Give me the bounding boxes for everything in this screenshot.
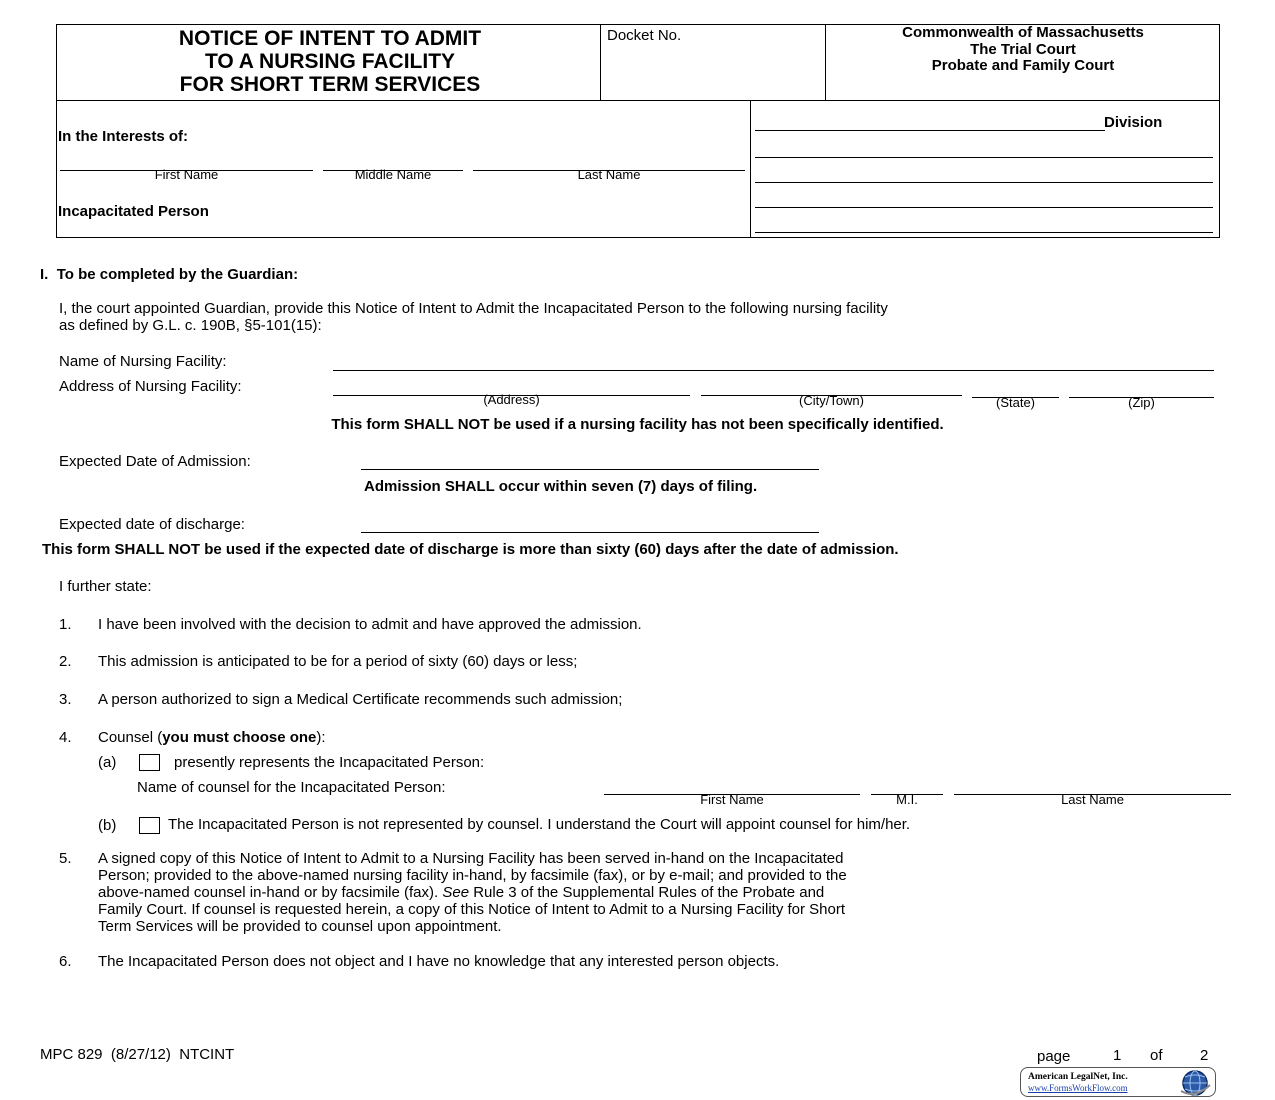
docket-field[interactable] bbox=[602, 50, 822, 98]
section-heading bbox=[40, 266, 298, 283]
zip-caption: (Zip) bbox=[1128, 395, 1155, 410]
court-address-line4[interactable] bbox=[755, 232, 1213, 233]
counsel-mi-caption: M.I. bbox=[896, 792, 918, 807]
globe-icon bbox=[1177, 1069, 1213, 1097]
further-state: I further state: bbox=[59, 578, 152, 595]
address-caption: (Address) bbox=[483, 392, 540, 407]
page-total: 2 bbox=[1200, 1047, 1209, 1064]
item-5-see: See bbox=[442, 884, 470, 901]
counsel-last-caption: Last Name bbox=[1061, 792, 1124, 807]
item-6-text: The Incapacitated Person does not object and I have no knowledge that any interested person objects. bbox=[98, 953, 780, 970]
item-1-text: I have been involved with the decision to admit and have approved the admission. bbox=[98, 616, 642, 633]
admission-note: Admission SHALL occur within seven (7) days of filing. bbox=[364, 478, 758, 495]
counsel-name-label: Name of counsel for the Incapacitated Person: bbox=[137, 779, 446, 796]
facility-name-label: Name of Nursing Facility: bbox=[59, 353, 227, 370]
item-2-number: 2. bbox=[59, 653, 72, 670]
court-address-line3[interactable] bbox=[755, 207, 1213, 208]
facility-name-field[interactable] bbox=[333, 370, 1214, 371]
option-a-text: presently represents the Incapacitated Person: bbox=[174, 754, 485, 771]
option-a-label: (a) bbox=[98, 754, 117, 771]
header-vline-division bbox=[750, 100, 751, 238]
state-caption: (State) bbox=[995, 395, 1035, 410]
item-6-number: 6. bbox=[59, 953, 72, 970]
section-title: To be completed by the Guardian: bbox=[56, 266, 299, 283]
middle-name-caption: Middle Name bbox=[354, 167, 432, 182]
last-name-caption: Last Name bbox=[577, 167, 641, 182]
item-5-line2: Person; provided to the above-named nursing facility in-hand, by facsimile (fax), or by e-mail; and provided to the bbox=[98, 867, 847, 884]
item-3-text: A person authorized to sign a Medical Certificate recommends such admission; bbox=[98, 691, 623, 708]
item-5-text bbox=[98, 850, 847, 935]
court-address-line1[interactable] bbox=[755, 157, 1213, 158]
item-1-number: 1. bbox=[59, 616, 72, 633]
court-line2: The Trial Court bbox=[970, 40, 1076, 58]
incapacitated-person-label: Incapacitated Person bbox=[58, 203, 209, 220]
division-label: Division bbox=[1104, 114, 1163, 131]
item-3-number: 3. bbox=[59, 691, 72, 708]
logo-url: www.FormsWorkFlow.com bbox=[1028, 1083, 1128, 1093]
form-id: MPC 829 (8/27/12) NTCINT bbox=[40, 1046, 235, 1063]
court-heading bbox=[826, 25, 1220, 75]
admission-date-label: Expected Date of Admission: bbox=[59, 453, 251, 470]
item-4-pre: Counsel ( bbox=[98, 729, 163, 746]
header-vline-docket bbox=[600, 24, 601, 100]
item-5-line5: Term Services will be provided to counsel upon appointment. bbox=[98, 918, 502, 935]
publisher-logo[interactable] bbox=[1020, 1067, 1216, 1097]
page-label: page bbox=[1037, 1048, 1071, 1065]
header-divider bbox=[56, 100, 1220, 101]
first-name-caption: First Name bbox=[154, 167, 219, 182]
intro-line1: I, the court appointed Guardian, provide this Notice of Intent to Admit the Incapacitated Person to the following nursing facility bbox=[59, 300, 888, 317]
item-2-text: This admission is anticipated to be for a period of sixty (60) days or less; bbox=[98, 653, 578, 670]
form-title-line2: TO A NURSING FACILITY bbox=[204, 50, 456, 73]
item-5-line3-post: Rule 3 of the Supplemental Rules of the Probate and bbox=[469, 884, 825, 901]
docket-label: Docket No. bbox=[607, 27, 682, 44]
section-roman: I. bbox=[40, 266, 49, 283]
of-label: of bbox=[1150, 1047, 1163, 1064]
item-4-bold: you must choose one bbox=[162, 729, 317, 746]
logo-name: American LegalNet, Inc. bbox=[1028, 1072, 1128, 1082]
option-a-checkbox[interactable] bbox=[139, 754, 160, 771]
division-field[interactable] bbox=[755, 130, 1105, 131]
court-line1: Commonwealth of Massachusetts bbox=[902, 24, 1144, 41]
discharge-date-label: Expected date of discharge: bbox=[59, 516, 245, 533]
court-line3: Probate and Family Court bbox=[931, 57, 1115, 74]
option-b-label: (b) bbox=[98, 817, 117, 834]
court-address-line2[interactable] bbox=[755, 182, 1213, 183]
item-5-line1: A signed copy of this Notice of Intent to Admit to a Nursing Facility has been served in-hand on the Incapacitated bbox=[98, 850, 844, 867]
item-5-line3 bbox=[98, 884, 847, 901]
intro-paragraph bbox=[59, 300, 888, 334]
admission-date-field[interactable] bbox=[361, 469, 819, 470]
item-4-text bbox=[98, 729, 326, 746]
facility-address-label: Address of Nursing Facility: bbox=[59, 378, 242, 395]
item-4-post: ): bbox=[316, 729, 326, 746]
in-interests-of-label: In the Interests of: bbox=[58, 128, 189, 145]
item-5-line4: Family Court. If counsel is requested herein, a copy of this Notice of Intent to Admit to a Nursing Facility for Short bbox=[98, 901, 846, 918]
option-b-checkbox[interactable] bbox=[139, 817, 160, 834]
item-4-number: 4. bbox=[59, 729, 72, 746]
city-caption: (City/Town) bbox=[798, 393, 864, 408]
discharge-warning: This form SHALL NOT be used if the expected date of discharge is more than sixty (60) days after the date of admission. bbox=[42, 541, 899, 558]
discharge-date-field[interactable] bbox=[361, 532, 819, 533]
facility-warning: This form SHALL NOT be used if a nursing facility has not been specifically identified. bbox=[331, 416, 944, 433]
form-title-line3: FOR SHORT TERM SERVICES bbox=[179, 73, 481, 96]
page-number: 1 bbox=[1113, 1047, 1122, 1064]
form-title bbox=[60, 27, 600, 96]
counsel-first-caption: First Name bbox=[700, 792, 764, 807]
form-title-line1: NOTICE OF INTENT TO ADMIT bbox=[178, 27, 482, 50]
intro-line2: as defined by G.L. c. 190B, §5-101(15): bbox=[59, 317, 322, 334]
page-indicator bbox=[1037, 1048, 1070, 1065]
item-5-line3-pre: above-named counsel in-hand or by facsimile (fax). bbox=[98, 884, 443, 901]
option-b-text: The Incapacitated Person is not represented by counsel. I understand the Court will appoint counsel for him/her. bbox=[168, 816, 911, 833]
item-5-number: 5. bbox=[59, 850, 72, 867]
